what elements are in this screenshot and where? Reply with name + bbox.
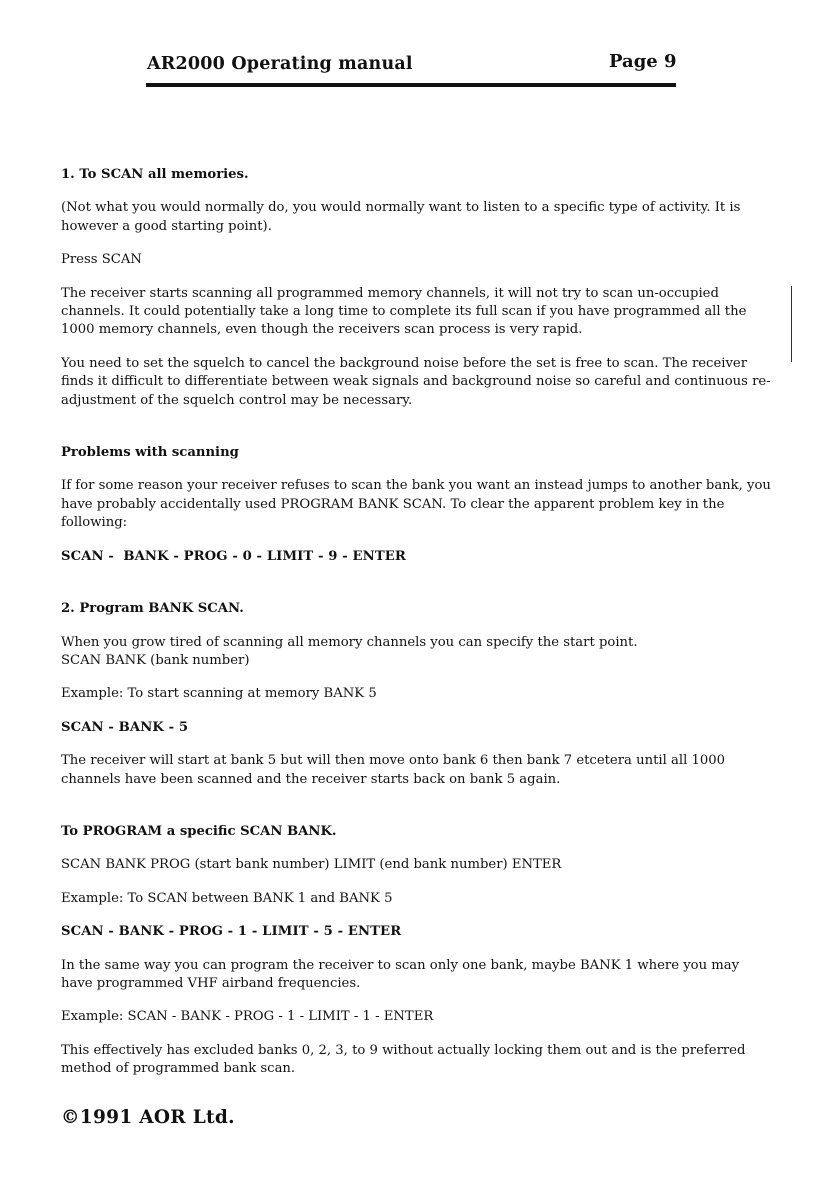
- section1-note: (Not what you would normally do, you would normally want to listen to a specific type of activity. It is however a good starting point).: [61, 200, 741, 234]
- page-number: Page 9: [609, 51, 677, 72]
- section3-key-sequence: SCAN - BANK - PROG - 1 - LIMIT - 5 - ENTER: [61, 924, 402, 940]
- section3-example-1: Example: To SCAN between BANK 1 and BANK 5: [61, 890, 393, 906]
- section2-syntax: SCAN BANK (bank number): [61, 652, 250, 668]
- header-rule: [146, 83, 676, 87]
- section1-paragraph-1: The receiver starts scanning all programmed memory channels, it will not try to scan un-occupied channels. It could potentially take a long time to complete its full scan if you have programmed all the 1000 memory channels, even though the receivers scan process is very rapid.: [61, 285, 747, 338]
- section3-paragraph-2: This effectively has excluded banks 0, 2, 3, to 9 without actually locking them out and is the preferred method of programmed bank scan.: [61, 1042, 746, 1077]
- section2-example: Example: To start scanning at memory BANK 5: [61, 686, 377, 702]
- problems-paragraph: If for some reason your receiver refuses to scan the bank you want an instead jumps to another bank, you have probably accidentally used PROGRAM BANK SCAN. To clear the apparent problem key in the following:: [61, 478, 771, 531]
- press-scan-instruction: Press SCAN: [61, 252, 142, 268]
- problems-heading: Problems with scanning: [61, 445, 239, 461]
- section2-heading: 2. Program BANK SCAN.: [61, 601, 244, 617]
- section3-paragraph: In the same way you can program the receiver to scan only one bank, maybe BANK 1 where you may have programmed VHF airband frequencies.: [61, 957, 740, 991]
- section3-syntax: SCAN BANK PROG (start bank number) LIMIT (end bank number) ENTER: [61, 857, 562, 873]
- problems-key-sequence: SCAN - BANK - PROG - 0 - LIMIT - 9 - ENTER: [61, 548, 406, 564]
- section1-heading: 1. To SCAN all memories.: [61, 167, 249, 182]
- section2-key-sequence: SCAN - BANK - 5: [61, 719, 189, 735]
- header-title: AR2000 Operating manual: [147, 54, 413, 74]
- section3-example-2: Example: SCAN - BANK - PROG - 1 - LIMIT - 1 - ENTER: [61, 1009, 434, 1025]
- margin-change-bar: [791, 286, 792, 362]
- section2-paragraph: The receiver will start at bank 5 but will then move onto bank 6 then bank 7 etcetera until all 1000 channels have been scanned and the receiver starts back on bank 5 again.: [61, 753, 726, 787]
- section2-line-1: When you grow tired of scanning all memory channels you can specify the start point.: [61, 634, 638, 650]
- footer-copyright: ©1991 AOR Ltd.: [61, 1107, 235, 1128]
- section1-paragraph-2: You need to set the squelch to cancel the background noise before the set is free to scan. The receiver finds it difficult to differentiate between weak signals and background noise so careful and continuous re-adjustment of the squelch control may be necessary.: [61, 355, 771, 408]
- section3-heading: To PROGRAM a specific SCAN BANK.: [61, 823, 337, 839]
- page-content: [61, 166, 773, 1079]
